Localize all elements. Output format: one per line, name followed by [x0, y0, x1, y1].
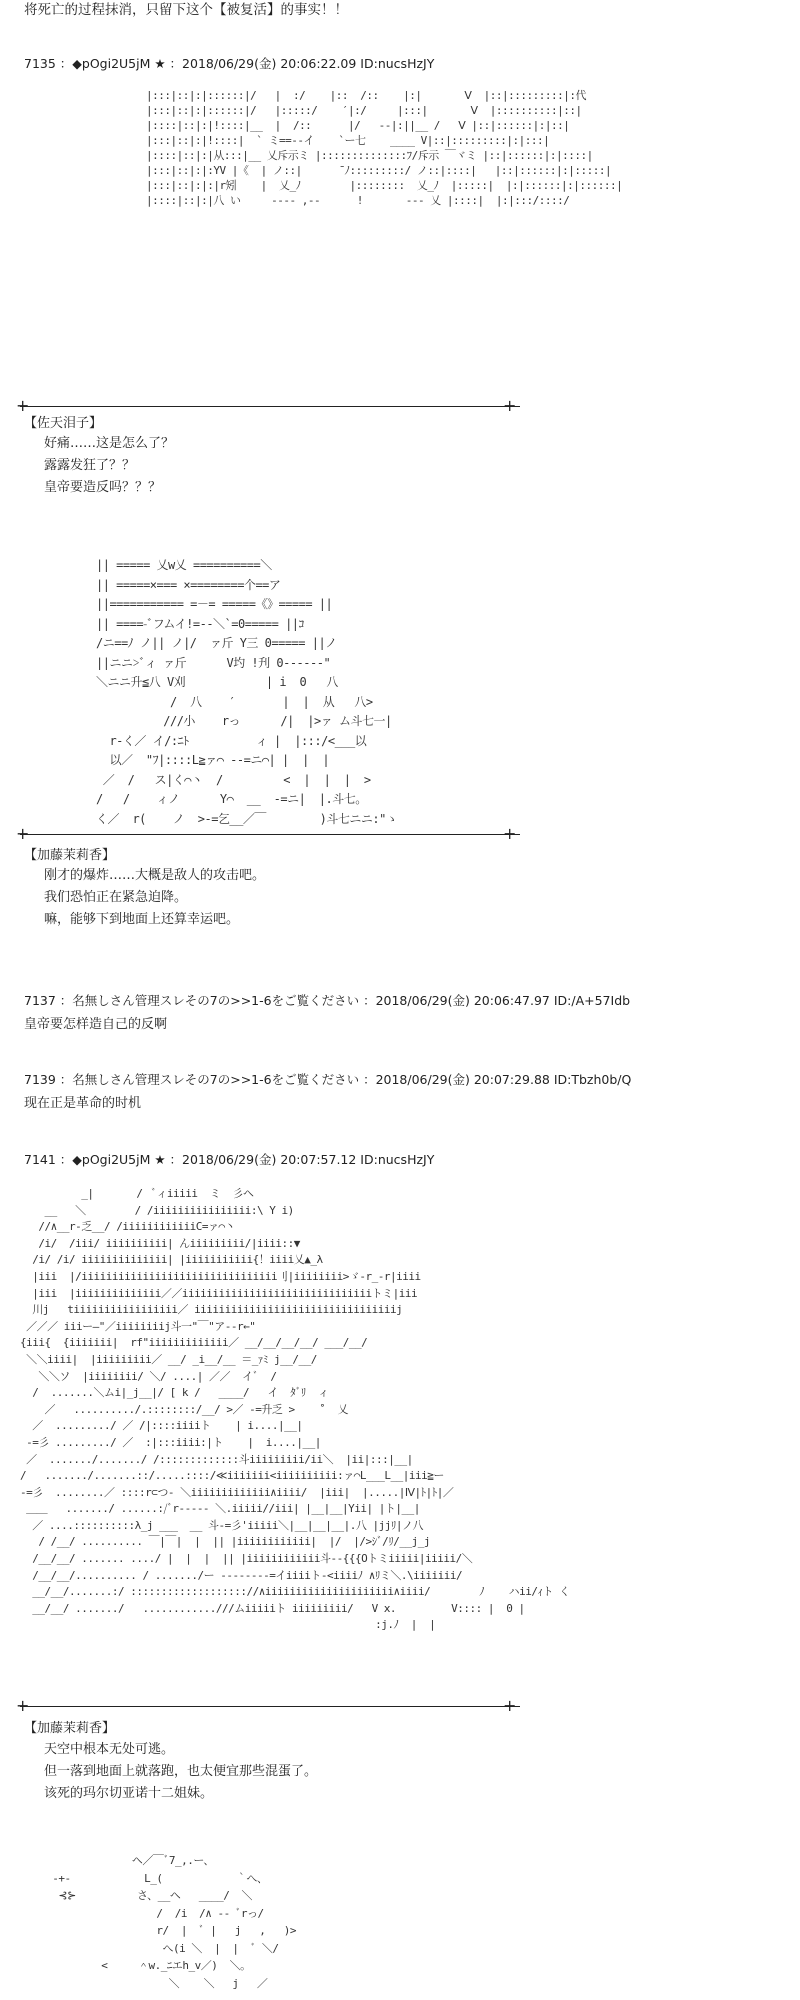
- dialog-line: 天空中根本无处可逃。: [44, 1742, 175, 1757]
- dialog-line: 嘛，能够下到地面上还算幸运吧。: [44, 912, 240, 927]
- separator-line: [20, 406, 520, 407]
- ascii-art-character: ヘ／￣ﾞ7_,.ー、 ‐+‐ L_( ｀へ、 ⊰⊱ さ、__ヘ ____/ ＼ / /i /∧ ‐‐ ﾞrっ/ r/ | ﾞ | j , )> へ(i ＼ | | ﾞ ＼/ < ＾w._ﾆエh_v／) ＼。 ＼ ＼ j ／: [52, 1854, 297, 1990]
- separator-cross-right: +: [503, 824, 517, 843]
- separator-cross-left: +: [16, 824, 30, 843]
- ascii-art-saten: |:::|::|:|::::::|/ | :/ |:: /:: |:| Ⅴ |::|:::::::::|:代 |:::|::|:|::::::|/ |:::::/ ′|:/ |:::| Ⅴ |::::::::::|::| |::::|::|:|!::::|__ | /:: |/ -‐|:||__ / Ⅴ |::|::::::|:|::| |:::|::|:|!::::| ` ミ==-‐イ `ー七 ____ V|::|:::::::::|:|:::| |::::|::|:|从:::|__ 乂斥示ミ |::::::::::::::ﾌ/斥示 ￣ヾミ |::|::::::|:|::::| |:::|::|:|:YV |《 | ノ::| ̄ ﾉ:::::::::/ ノ::|::::| |::|::::::|:|:::::| |:::|::|:|:|r矧 | 乂_ﾉ |:::::::: 乂_ﾉ |:::::| |:|::::::|:|::::::| |::::|::|:|八 い ‐‐‐‐ ,-‐ ! ‐‐‐ 乂 |::::| |:|:::/::::/: [146, 89, 623, 207]
- dialog-line: 我们恐怕正在紧急迫降。: [44, 890, 188, 905]
- dialog-marika: [44, 865, 265, 931]
- dialog-line: 露露发狂了？？: [44, 458, 136, 473]
- speaker-marika: 【加藤茉莉香】: [24, 848, 116, 863]
- dialog-line: 好痛……这是怎么了？: [44, 436, 175, 451]
- separator-cross-left: +: [16, 1696, 30, 1715]
- separator-cross-left: +: [16, 396, 30, 415]
- dialog-line: 该死的玛尔切亚诺十二姐妹。: [44, 1786, 214, 1801]
- post-header-7141: 7141 ：◆pOgi2U5jM ★ ：2018/06/29(金) 20:07:57.12 ID:nucsHzJY: [24, 1152, 435, 1167]
- dialog-marika: [44, 1739, 317, 1805]
- dialog-saten: [44, 433, 174, 499]
- post-header-7139: 7139 ：名無しさん管理スレその7の>>1-6をご覧ください ：2018/06/29(金) 20:07:29.88 ID:Tbzh0b/Q: [24, 1072, 632, 1087]
- top-line: 将死亡的过程抹消，只留下这个【被复活】的事实！！: [24, 2, 348, 18]
- separator-cross-right: +: [503, 396, 517, 415]
- dialog-line: 但一落到地面上就落跑，也太便宜那些混蛋了。: [44, 1764, 318, 1779]
- separator-line: [20, 1706, 520, 1707]
- speaker-marika: 【加藤茉莉香】: [24, 1721, 116, 1736]
- post-header-7137: 7137 ：名無しさん管理スレその7の>>1-6をご覧ください ：2018/06/29(金) 20:06:47.97 ID:/A+57Idb: [24, 993, 631, 1008]
- post-body-7137: 皇帝要怎样造自己的反啊: [24, 1017, 168, 1032]
- separator-cross-right: +: [503, 1696, 517, 1715]
- dialog-line: 刚才的爆炸……大概是敌人的攻击吧。: [44, 868, 266, 883]
- separator-line: [20, 834, 520, 835]
- post-header-7135: 7135 ：◆pOgi2U5jM ★ ：2018/06/29(金) 20:06:22.09 ID:nucsHzJY: [24, 56, 435, 71]
- ascii-art-marika: _| / ﾞィiiiii ミ 彡ヘ __ ＼ / /iiiiiiiiiiiiiiii:\ Y i) //∧__r-乏__/ /iiiiiiiiiiiiC=ァ⌒丶 /i/ /iii/ iiiiiiiiii| んiiiiiiiii/|iiii::▼ /i/ /i/ iiiiiiiiiiiiii| |iiiiiiiiiii{！iiii乂▲_λ |iii |/iiiiiiiiiiiiiiiiiiiiiiiiiiiiiiii刂|iiiiiiii>ゞ‐r_‐r|iiii |iii |iiiiiiiiiiiiii／／iiiiiiiiiiiiiiiiiiiiiiiiiiiiiiiトミ|iii 川j tiiiiiiiiiiiiiiiii／ iiiiiiiiiiiiiiiiiiiiiiiiiiiiiiiiij ／／／ iiiー―"／iiiiiiiij斗一"￣"ア‐‐r←" {iii{ {iiiiiii| rf"iiiiiiiiiiiii／ __/__/__/__/ ___/__/ ＼＼iiii| |iiiiiiiii／ __/ _i__/__ ＝_ｧﾐ j__/__/ ＼＼ソ |iiiiiiii/ ＼/ ....| ／／ イﾞ / / .......＼ムi|_j__|/ [ k / ____/ イ ﾀﾞﾘ ィ ／ ........../.::::::::/__/ >／ ‐=升乏 > ˚ 乂 ／ ........./ ／ /|::::iiiiト | i....|__| ‐=彡 ........./ ／ :|:::iiii:|ト | i....|__| ／ ......./......./ /:::::::::::::斗iiiiiiiii/ii＼ |ii|:::|__| / ......./.......::/.....::::/≪iiiiiii<iiiiiiiiii:ァ⌒L___L__|iii≧ー ‐=彡 ........／ ::::r⊂つ- ＼iiiiiiiiiiiii∧iiii/ |iii| |.....|Ⅳ|ﾄ|ﾄ|／ ＿＿ ......./ ......:/ﾞr‐‐‐‐‐ ＼.iiiii//iii| |__|__|Yii| |ト|__| ／ ....::::::::::λ_j ___ __ 斗‐=彡'iiiii＼|__|__|__|.八 |jjﾘ|ノ八 / /__/ .......... ￣|￣| | || |iiiiiiiiiiii| |/ |/>ｼﾞ/ﾘ/__j_j /__/__/ ....... ..../ | | | || |iiiiiiiiiiii斗‐‐{{{Oトミiiiii|iiiii/＼ /__/__/.......... / ......./ー ‐‐‐‐‐‐‐‐=イiiiiト-<iiiiﾉ ∧ﾘミ＼.\iiiiiii/ __/__/.......:/ ::::::::::::::::::://∧iiiiiiiiiiiiiiiiiiiii∧iiii/ ﾉ ハii/ｨト く __/__/ ......./ ............///ムiiiiiト iiiiiiiii/ V ⅹ. V:::: | 0 | :j.ﾉ | |: [20, 1187, 570, 1632]
- ascii-art-machine: || ===== 乂w乂 ==========＼ || =====×=== ×========个==ア ||=========== =－= =====《》===== || || ====-ﾞフムイ!=--＼`=0===== ||ｺ /ニ==ﾉ ノ|| ノ|/ ァ斤 Y三 0===== ||ノ ||ニニ>ﾞィ ァ斤 V圴 !刋 0‐‐‐‐‐‐" ＼ニニ升≦八 V刈 | i 0 八 / 八 ′ | | 从 八> ///小 rっ /| |>ァ ム斗七一| r-く／ イ/:ﾆﾄ ィ | |:::/<___以 以／ "ﾌ|::::L≧ァ⌒ ‐‐=ニ⌒| | | | ／ / ス|く⌒丶 / < | | | > / / ィノ Y⌒ __ -=ニ| |.斗七。 く／ r( ノ >‐=乞__／￣ )斗七ニニ:"ゝ: [96, 558, 398, 826]
- post-body-7139: 现在正是革命的时机: [24, 1096, 142, 1111]
- dialog-line: 皇帝要造反吗？？？: [44, 480, 162, 495]
- speaker-saten: 【佐天泪子】: [24, 416, 103, 431]
